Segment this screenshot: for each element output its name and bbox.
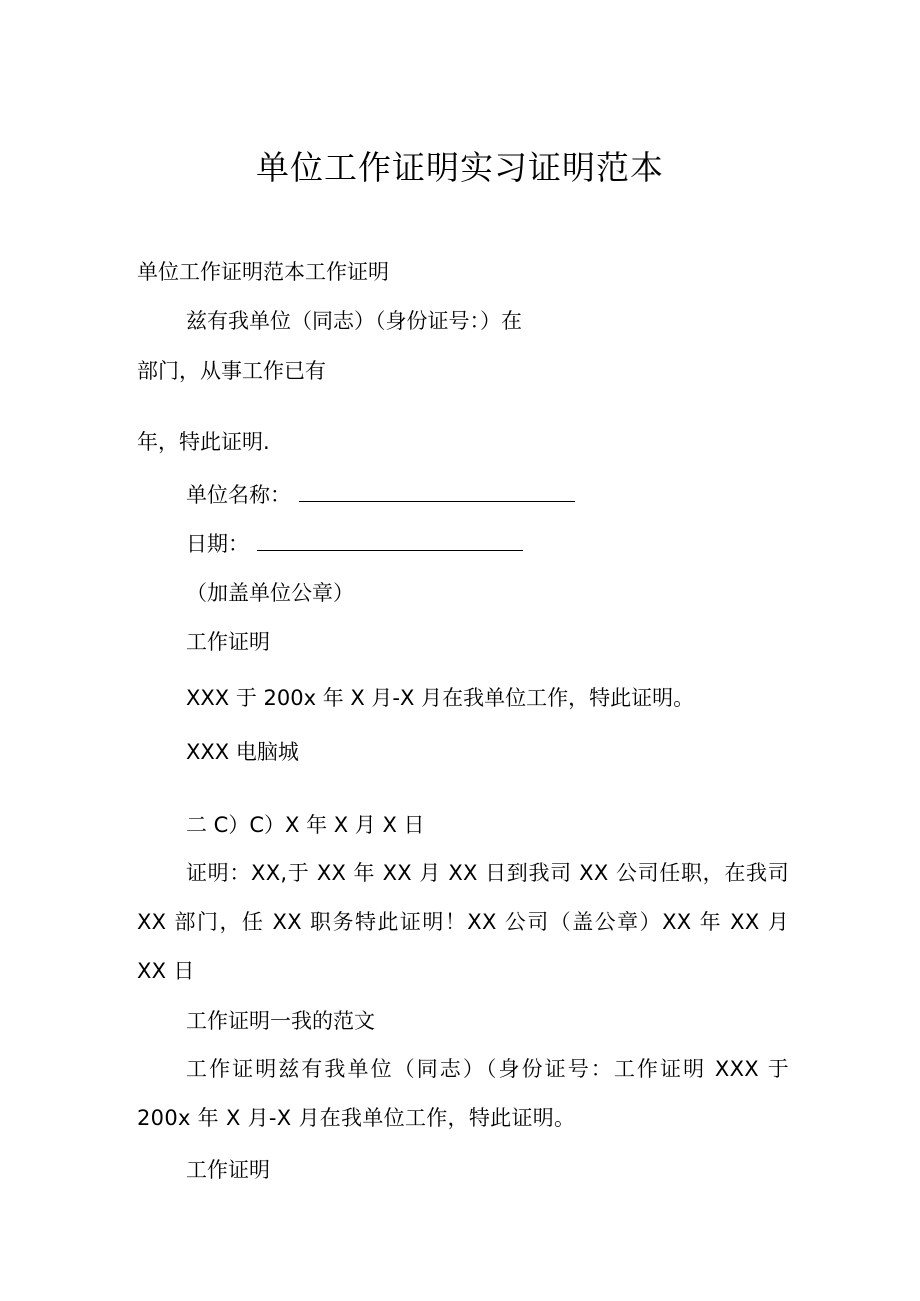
proof-paragraph: 证明：XX,于 XX 年 XX 月 XX 日到我司 XX 公司任职，在我司 XX 部门，任 XX 职务特此证明！XX 公司（盖公章）XX 年 XX 月 XX 日	[137, 861, 789, 983]
seal-note: （加盖单位公章）	[186, 581, 354, 605]
sample-heading: 工作证明一我的范文	[186, 1009, 375, 1033]
work-certificate-heading: 工作证明	[186, 630, 270, 654]
date-blank-line	[257, 530, 523, 551]
work-certificate-heading-2: 工作证明	[186, 1158, 270, 1182]
unit-name-field	[186, 480, 575, 510]
certificate-line-1: 兹有我单位（同志）（身份证号：）在	[186, 309, 522, 333]
sample-paragraph: 工作证明兹有我单位（同志）（身份证号：工作证明 XXX 于 200x 年 X 月-X 月在我单位工作，特此证明。	[137, 1057, 789, 1130]
company-name: XXX 电脑城	[186, 740, 299, 764]
certificate-line-2: 部门，从事工作已有	[137, 359, 326, 383]
work-statement: XXX 于 200x 年 X 月-X 月在我单位工作，特此证明。	[186, 686, 695, 710]
unit-name-label: 单位名称：	[186, 483, 291, 507]
date-field	[186, 529, 523, 559]
section-heading: 单位工作证明范本工作证明	[137, 260, 389, 284]
document-title: 单位工作证明实习证明范本	[256, 148, 664, 187]
date-label: 日期：	[186, 532, 249, 556]
unit-name-blank-line	[299, 481, 575, 502]
certificate-line-3: 年，特此证明.	[137, 430, 270, 454]
date-line: 二 C）C）X 年 X 月 X 日	[186, 813, 425, 837]
